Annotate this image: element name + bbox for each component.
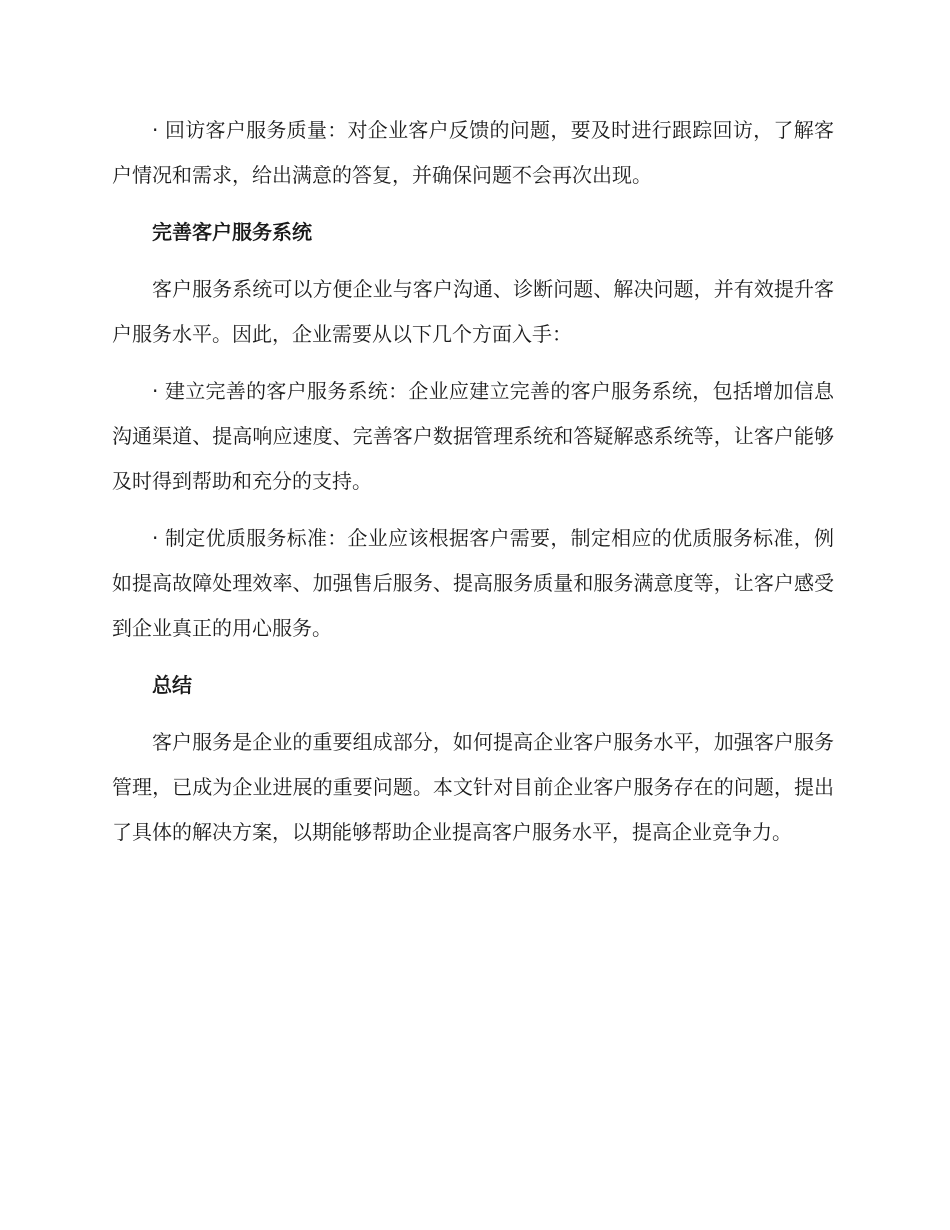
- section-heading-improve-system: 完善客户服务系统: [152, 220, 312, 244]
- section-heading-summary: 总结: [152, 673, 192, 697]
- paragraph-service-standard: · 制定优质服务标准：企业应该根据客户需要，制定相应的优质服务标准，例如提高故障处理效率、加强售后服务、提高服务质量和服务满意度等，让客户感受到企业真正的用心服务。: [112, 526, 834, 640]
- paragraph-system-intro: 客户服务系统可以方便企业与客户沟通、诊断问题、解决问题，并有效提升客户服务水平。因此，企业需要从以下几个方面入手：: [112, 277, 834, 346]
- paragraph-summary: 客户服务是企业的重要组成部分，如何提高企业客户服务水平，加强客户服务管理，已成为企业进展的重要问题。本文针对目前企业客户服务存在的问题，提出了具体的解决方案，以期能够帮助企业提高客户服务水平，提高企业竞争力。: [112, 730, 834, 844]
- paragraph-follow-up: · 回访客户服务质量：对企业客户反馈的问题，要及时进行跟踪回访，了解客户情况和需求，给出满意的答复，并确保问题不会再次出现。: [112, 118, 834, 187]
- document-body: [112, 108, 834, 867]
- paragraph-build-system: · 建立完善的客户服务系统：企业应建立完善的客户服务系统，包括增加信息沟通渠道、提高响应速度、完善客户数据管理系统和答疑解惑系统等，让客户能够及时得到帮助和充分的支持。: [112, 379, 834, 493]
